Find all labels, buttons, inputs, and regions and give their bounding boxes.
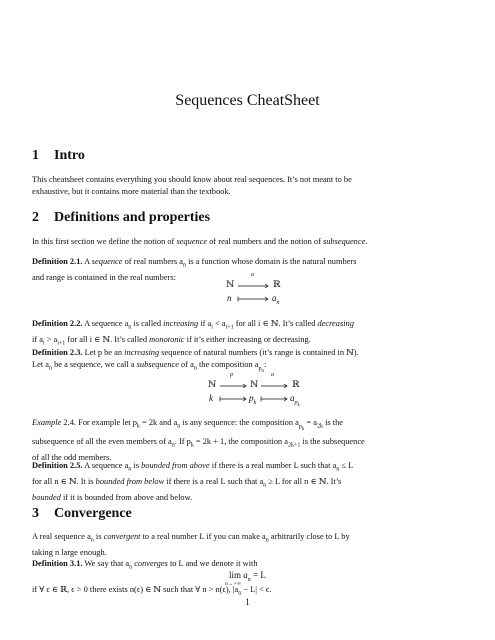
limit-expr-sub: n bbox=[247, 576, 251, 583]
text: arbitrarily close to L by bbox=[268, 532, 350, 541]
text: of real numbers a bbox=[122, 257, 183, 266]
apk-subsub: k bbox=[297, 402, 300, 408]
text: We say that a bbox=[82, 559, 130, 568]
definition-label: Definition 2.1. bbox=[32, 257, 83, 266]
image-base: a bbox=[272, 293, 277, 303]
text: the composition a bbox=[196, 360, 259, 370]
function-diagram-1 bbox=[226, 272, 286, 308]
definition-2-5: Definition 2.5. A sequence $a_n$ is bounded from above if there is a real number L such that $a_n \le L$ for all n ∈ ℕ. It is bounded from below if there is a real L such that $a_n \ge L$ for all n ∈ ℕ. It’s bounded if it is bounded from above and below. bbox=[32, 461, 354, 502]
document-title: Sequences CheatSheet bbox=[175, 92, 320, 109]
text: to a real number L if you can make a bbox=[140, 532, 266, 541]
text: sequence of natural numbers (it’s range is contained in ℕ). bbox=[159, 348, 359, 357]
section-number: 3 bbox=[32, 506, 39, 521]
definition-label: Definition 3.1. bbox=[32, 559, 83, 568]
text: A bbox=[82, 257, 92, 266]
term: sequence bbox=[176, 237, 208, 246]
term: increasing bbox=[163, 319, 199, 328]
text: to L and we denote it with bbox=[167, 559, 258, 568]
text: if there is a real number L such that a bbox=[209, 461, 337, 470]
text: is the subsequence bbox=[300, 437, 365, 447]
definition-label: Definition 2.3. bbox=[32, 348, 83, 357]
term: bounded from above bbox=[141, 461, 210, 470]
section-heading-convergence bbox=[32, 506, 132, 522]
intro-paragraph bbox=[32, 174, 465, 199]
composition-diagram bbox=[208, 372, 308, 410]
text: is a function whose domain is the natural numbers bbox=[185, 257, 357, 266]
text: is the bbox=[322, 418, 343, 427]
text: Let a bbox=[32, 360, 49, 370]
map-label: a bbox=[251, 272, 254, 278]
text: subsequence of all the even members of a bbox=[32, 437, 172, 447]
text: ≥ L for all n ∈ ℕ. It’s bbox=[266, 476, 342, 486]
limit-rhs: = L bbox=[250, 570, 266, 580]
text: In this first section we define the notion of bbox=[32, 237, 177, 246]
limit-subscript: n→+∞ bbox=[225, 581, 241, 587]
domain-symbol: ℕ bbox=[208, 379, 217, 389]
image-sub: n bbox=[276, 299, 280, 306]
text: if it’s either increasing or decreasing. bbox=[184, 334, 311, 344]
term: subsequence bbox=[136, 360, 179, 370]
limit-expr: a bbox=[243, 570, 248, 580]
text: = 2k and a bbox=[139, 418, 178, 427]
text: . bbox=[365, 237, 368, 246]
section-number: 1 bbox=[32, 148, 39, 163]
codomain-symbol: ℝ bbox=[273, 279, 281, 289]
term: convergent bbox=[103, 532, 141, 541]
definition-label: Definition 2.2. bbox=[32, 319, 83, 328]
element-label: k bbox=[209, 393, 213, 403]
text: if a bbox=[32, 334, 43, 344]
lim-operator: lim bbox=[229, 570, 242, 580]
section-number: 2 bbox=[32, 210, 39, 225]
section-title: Definitions and properties bbox=[54, 210, 211, 225]
text: > a bbox=[44, 334, 58, 344]
text-line: taking n large enough. bbox=[32, 547, 107, 557]
text: < a bbox=[212, 319, 226, 328]
section-title: Convergence bbox=[54, 506, 132, 521]
pk-base: p bbox=[249, 393, 254, 403]
text: Let p be an bbox=[82, 348, 125, 357]
text: A real sequence a bbox=[32, 532, 91, 541]
term: subsequence bbox=[322, 237, 366, 246]
pk-label bbox=[249, 393, 256, 406]
convergence-paragraph: A real sequence $a_n$ is convergent to a real number L if you can make $a_n$ arbitrarily close to L by taking n large enough. bbox=[32, 531, 465, 559]
definitions-intro bbox=[32, 236, 465, 248]
text: if there is a real L such that a bbox=[164, 476, 264, 486]
text: for all i ∈ ℕ. It’s called bbox=[65, 334, 150, 344]
text: if ∀ ϵ ∈ ℝ, ϵ > 0 there exists n(ϵ) ∈ ℕ such that ∀ n > n(ϵ), |a bbox=[32, 585, 239, 594]
text: For example let p bbox=[75, 418, 137, 427]
element-label: n bbox=[227, 293, 232, 303]
term: sequence bbox=[91, 257, 123, 266]
term: monotonic bbox=[149, 334, 185, 344]
text: of a bbox=[178, 360, 194, 370]
text: of real numbers and the notion of bbox=[207, 237, 323, 246]
text: if a bbox=[198, 319, 212, 328]
definition-label: Definition 2.5. bbox=[32, 461, 83, 470]
section-heading-intro bbox=[32, 148, 85, 164]
text: ≤ L bbox=[339, 461, 354, 470]
text: for all i ∈ ℕ. It’s called bbox=[233, 319, 318, 328]
text: A sequence a bbox=[82, 461, 129, 470]
text: = a bbox=[304, 418, 317, 427]
definition-2-2: Definition 2.2. A sequence $a_n$ is called increasing if $a_i < a_{i+1}$ for all i ∈ ℕ. It’s called decreasing if $a_i > a_{i+1}$ for all i ∈ ℕ. It’s called monotonic if it’s either increasing or decreasing. bbox=[32, 319, 354, 347]
section-title: Intro bbox=[54, 148, 85, 163]
definition-2-3: Definition 2.3. Let p be an increasing sequence of natural numbers (it’s range is contained in ℕ). Let $a_n$ be a sequence, we call a subsequence of $a_n$ the composition $a_{p_n}$: bbox=[32, 348, 359, 375]
term: bounded from below bbox=[95, 476, 165, 486]
example-label: Example bbox=[32, 418, 62, 427]
text: : bbox=[263, 360, 267, 370]
term: converges bbox=[134, 559, 168, 568]
definition-3-1: Definition 3.1. We say that $a_n$ converges to L and we denote it with bbox=[32, 559, 258, 571]
text: − L| < ϵ. bbox=[241, 585, 272, 594]
codomain-symbol: ℝ bbox=[292, 379, 300, 389]
text-line: and range is contained in the real numbers: bbox=[32, 272, 176, 282]
apk-base: a bbox=[290, 393, 295, 403]
text-line: of all the odd members. bbox=[32, 453, 112, 463]
text: A sequence a bbox=[82, 319, 129, 328]
text: is any sequence: the composition a bbox=[180, 418, 299, 427]
domain-symbol: ℕ bbox=[226, 279, 235, 289]
image-label bbox=[272, 293, 280, 306]
text: = 2k + 1, the composition a bbox=[193, 437, 288, 447]
text: . If p bbox=[174, 437, 191, 447]
limit-equation bbox=[225, 570, 309, 587]
text: is bbox=[131, 461, 142, 470]
map-label-p: p bbox=[230, 372, 233, 378]
text: be a sequence, we call a bbox=[51, 360, 137, 370]
pk-sub: k bbox=[253, 399, 257, 406]
map-label-a: a bbox=[271, 372, 274, 378]
definition-2-1: Definition 2.1. A sequence of real numbers $a_n$ is a function whose domain is the natural numbers and range is contained in the real numbers: bbox=[32, 256, 465, 284]
term: increasing bbox=[124, 348, 160, 357]
text: 2.4. bbox=[61, 418, 76, 427]
text: if it is bounded from above and below. bbox=[60, 492, 193, 502]
text: for all n ∈ ℕ. It is bbox=[32, 476, 96, 486]
example-2-4: Example 2.4. For example let $p_k = 2k$ and $a_n$ is any sequence: the composition $a_{p_k} = a_{2k}$ is the subsequence of all the even members of $a_n$. If $p_k = 2k + 1$, the composition $a_{2k+1}$ is the subsequence of all the odd members. bbox=[32, 417, 465, 464]
text-line: This cheatsheet contains everything you should know about real sequences. It’s not meant to be bbox=[32, 175, 352, 184]
apk-sub: p bbox=[294, 399, 298, 406]
text: is bbox=[93, 532, 104, 541]
term: decreasing bbox=[317, 319, 354, 328]
apk-label bbox=[290, 393, 300, 408]
section-heading-definitions bbox=[32, 210, 210, 226]
text-line: exhaustive, but it contains more material than the textbook. bbox=[32, 187, 231, 197]
middle-symbol: ℕ bbox=[250, 379, 259, 389]
definition-3-1-condition: if ∀ ϵ ∈ ℝ, ϵ > 0 there exists n(ϵ) ∈ ℕ such that ∀ n > n(ϵ), $|a_n - L| < \epsilon$. bbox=[32, 585, 272, 597]
term: bounded bbox=[32, 492, 61, 502]
text: is called bbox=[131, 319, 164, 328]
page-number: 1 bbox=[245, 597, 250, 607]
